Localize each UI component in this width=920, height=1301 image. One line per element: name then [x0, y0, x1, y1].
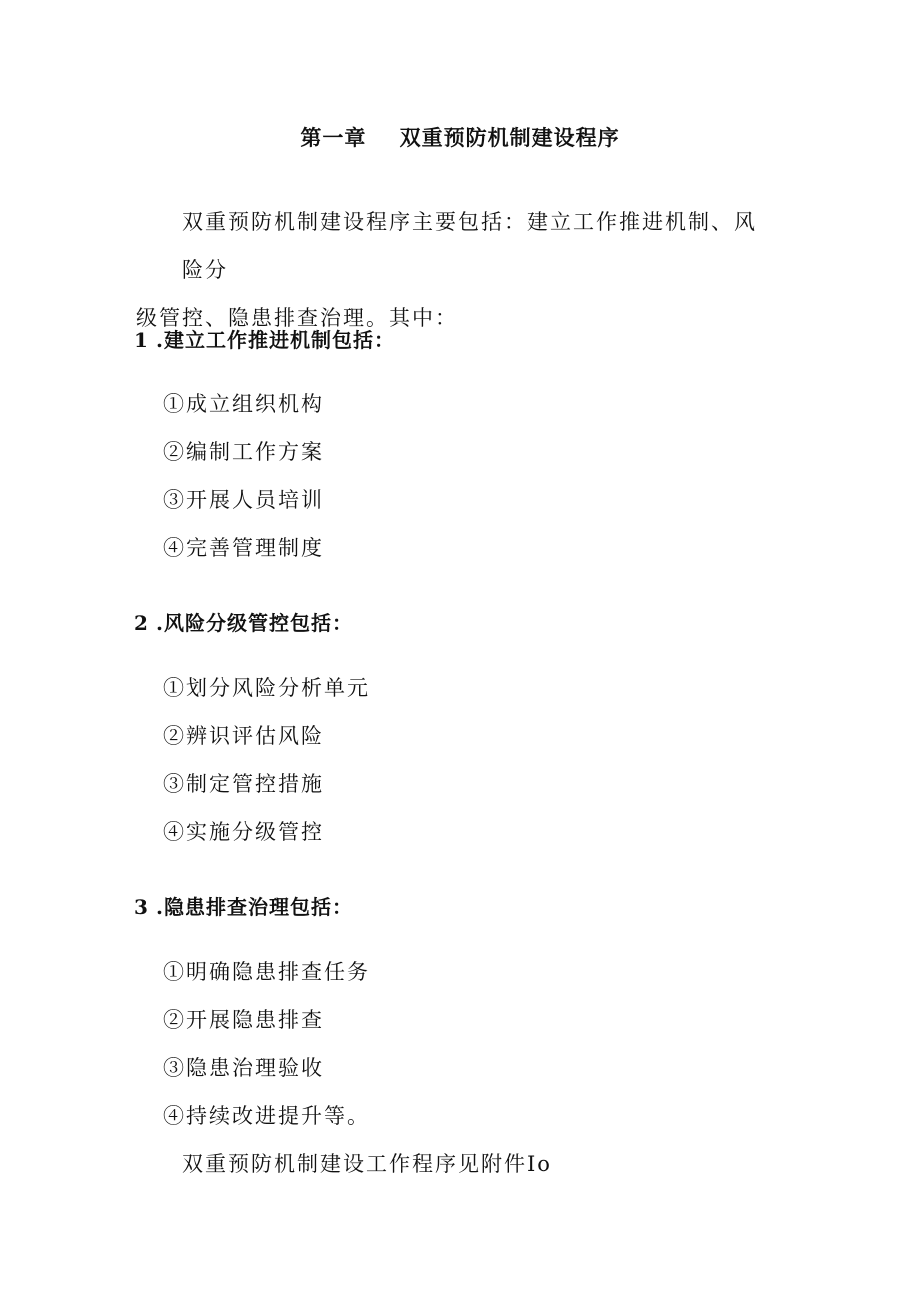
list-item: ④完善管理制度 — [163, 536, 324, 560]
list-item: ①明确隐患排查任务 — [163, 960, 370, 984]
section-heading-2 — [134, 607, 353, 636]
list-item: ②编制工作方案 — [163, 440, 324, 464]
section-heading-3 — [134, 891, 353, 920]
list-item: ②辨识评估风险 — [163, 724, 324, 748]
closing-paragraph: 双重预防机制建设工作程序见附件Io — [182, 1152, 552, 1176]
intro-line-1: 双重预防机制建设程序主要包括：建立工作推进机制、风险分 — [182, 210, 757, 282]
section-heading-1 — [134, 324, 395, 353]
section-heading-text: .隐患排查治理包括： — [156, 895, 353, 919]
list-item: ①成立组织机构 — [163, 392, 324, 416]
section-number: 1 — [134, 328, 149, 352]
intro-line-2: 级管控、隐患排查治理。其中： — [136, 306, 458, 330]
list-item: ③隐患治理验收 — [163, 1056, 324, 1080]
list-item: ③制定管控措施 — [163, 772, 324, 796]
list-item: ③开展人员培训 — [163, 488, 324, 512]
section-number: 2 — [134, 611, 149, 635]
list-item: ①划分风险分析单元 — [163, 676, 370, 700]
list-item: ④持续改进提升等。 — [163, 1104, 370, 1128]
list-item: ②开展隐患排查 — [163, 1008, 324, 1032]
chapter-title: 第一章 双重预防机制建设程序 — [300, 125, 620, 150]
section-heading-text: .风险分级管控包括： — [156, 611, 353, 635]
section-number: 3 — [134, 895, 149, 919]
list-item: ④实施分级管控 — [163, 820, 324, 844]
intro-paragraph — [136, 198, 776, 342]
section-heading-text: .建立工作推进机制包括： — [156, 328, 395, 352]
